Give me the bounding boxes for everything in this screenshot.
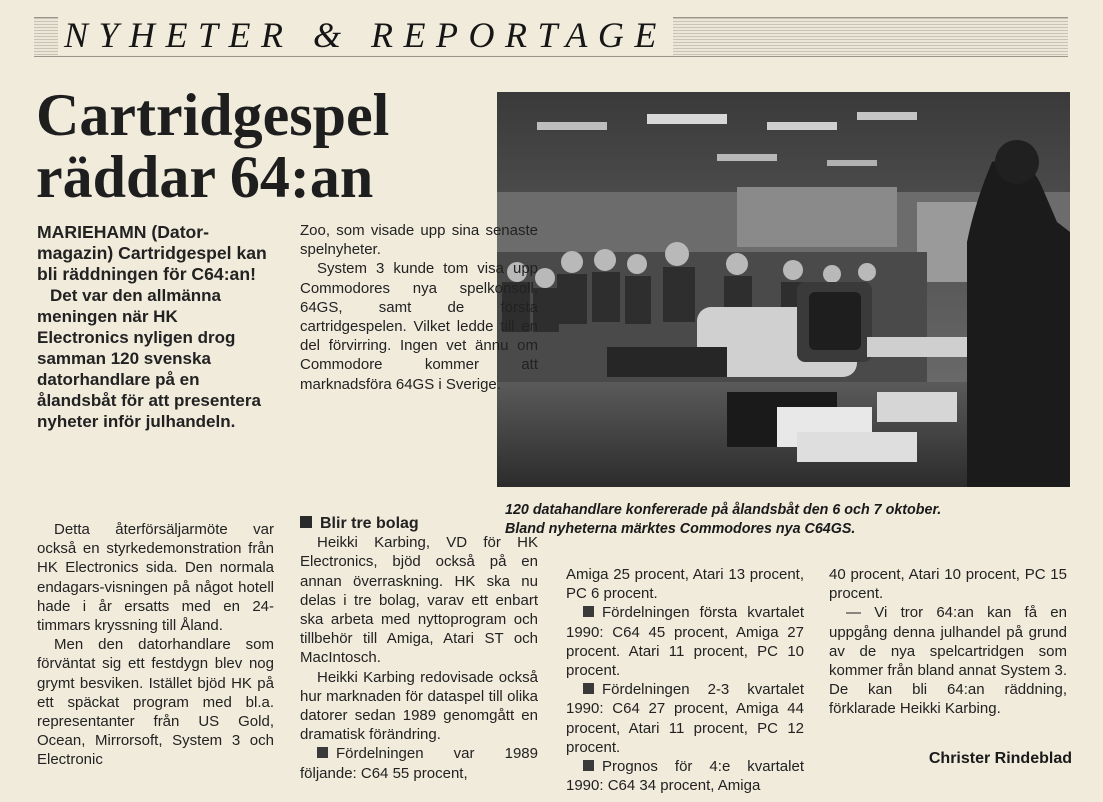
subheading bbox=[300, 514, 538, 533]
square-bullet-icon bbox=[583, 760, 594, 771]
paragraph: Heikki Karbing redovisade också hur marknaden för dataspel till olika datorer sedan 1989 genomgått en dramatisk förändring. bbox=[300, 668, 538, 744]
paragraph: 40 procent, Atari 10 procent, PC 15 procent. bbox=[829, 566, 1067, 603]
paragraph: Men den datorhandlare som förväntat sig ett festdygn blev nog grymt besviken. Istället bjöd HK på ett späckat program med bl.a. representanter från US Gold, Ocean, Mirrorsoft, System 3 och Electronic bbox=[37, 636, 274, 769]
square-bullet-icon bbox=[583, 606, 594, 617]
headline bbox=[36, 82, 496, 210]
headline-line-1: Cartridgespel bbox=[36, 82, 390, 148]
section-banner-title: NYHETER & REPORTAGE bbox=[58, 14, 1008, 56]
paragraph: Detta återförsäljarmöte var också en styrkedemonstration från HK Electronics sida. Den normala endagars-visningen på något hotell hade i år ersatts med en 24-timmars kryssning till Åland. bbox=[37, 521, 274, 635]
dateline: MARIEHAMN (Dator-magazin) Cartridgespel kan bli räddningen för C64:an! bbox=[37, 222, 267, 284]
paragraph: System 3 kunde tom visa upp Commodores nya spelkonsoll, 64GS, samt de första cartridgespelen. Vilket ledde till en del förvirring. Ingen vet ännu om Commodore kommer att marknadsföra 64GS i Sverige. bbox=[300, 260, 538, 393]
body-column-3 bbox=[566, 565, 804, 795]
paragraph-text: Fördelningen 2-3 kvartalet 1990: C64 27 procent, Amiga 44 procent, Atari 11 procent, PC 12 procent. bbox=[566, 681, 804, 756]
paragraph: Zoo, som visade upp sina senaste spelnyheter. bbox=[300, 222, 538, 259]
square-bullet-icon bbox=[317, 747, 328, 758]
ingress: Det var den allmänna meningen när HK Electronics nyligen drog samman 120 svenska datorhandlare på en ålandsbåt för att presentera nyheter inför julhandeln. bbox=[37, 286, 261, 431]
paragraph bbox=[566, 680, 804, 757]
conference-photo bbox=[497, 92, 1070, 487]
caption-line-1: 120 datahandlare konfererade på ålandsbåt den 6 och 7 oktober. bbox=[505, 502, 942, 518]
byline: Christer Rindeblad bbox=[928, 750, 1072, 767]
paragraph bbox=[566, 757, 804, 795]
body-column-1 bbox=[37, 520, 274, 770]
body-column-2 bbox=[300, 221, 538, 394]
article-lead bbox=[37, 222, 273, 432]
body-column-4 bbox=[829, 565, 1067, 719]
paragraph: Amiga 25 procent, Atari 13 procent, PC 6 procent. bbox=[566, 566, 804, 603]
square-bullet-icon bbox=[583, 683, 594, 694]
caption-line-2: Bland nyheterna märktes Commodores nya C64GS. bbox=[505, 521, 856, 537]
square-bullet-icon bbox=[300, 516, 312, 528]
paragraph: Heikki Karbing, VD för HK Electronics, bjöd också på en annan överraskning. HK ska nu delas i tre bolag, varav ett enbart ska arbeta med nyttoprogram och tillbehör till Amiga, Atari ST och MacIntosch. bbox=[300, 534, 538, 667]
paragraph-text: Prognos för 4:e kvartalet 1990: C64 34 procent, Amiga bbox=[566, 758, 804, 795]
paragraph bbox=[566, 603, 804, 680]
subheading-text: Blir tre bolag bbox=[320, 515, 419, 532]
headline-line-2: räddar 64:an bbox=[36, 143, 374, 210]
paragraph bbox=[300, 744, 538, 782]
paragraph: — Vi tror 64:an kan få en uppgång denna julhandel på grund av de nya spelcartridgen som kommer från bland annat System 3. De kan bli 64:an räddning, förklarade Heikki Karbing. bbox=[829, 604, 1067, 718]
paragraph-text: Fördelningen var 1989 följande: C64 55 procent, bbox=[300, 745, 538, 782]
photo-caption bbox=[505, 501, 1085, 539]
paragraph-text: Fördelningen första kvartalet 1990: C64 45 procent, Amiga 27 procent. Atari 11 procent, PC 10 procent. bbox=[566, 604, 804, 680]
body-column-2-continued bbox=[300, 514, 538, 783]
